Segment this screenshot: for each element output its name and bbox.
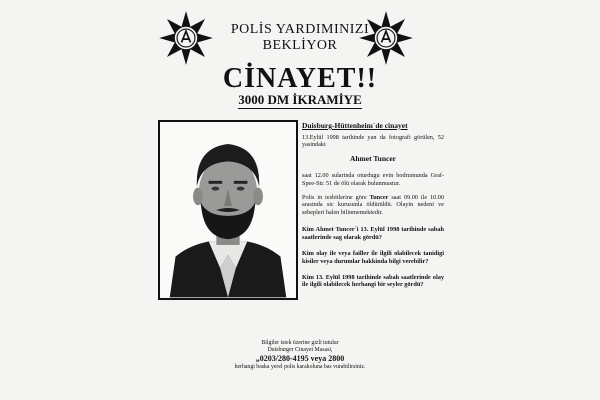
reward-label	[150, 92, 450, 108]
victim-name: Ahmet Tuncer	[349, 153, 397, 163]
poster-header	[215, 22, 385, 54]
police-findings-b: saat 09.00 ile 10.00 arasinda sic kurusunla öldürüldü. Olayin nedeni ve sebepleri halen bilinmemektedir.	[302, 193, 444, 216]
footer-alt-contact: herhangi baska yerel polis karakoluna bas vurabilirsiniz.	[234, 364, 366, 370]
victim-photo	[158, 120, 298, 300]
reward-text: 3000 DM İKRAMİYE	[238, 92, 362, 107]
question-3: Kim 13. Eylül 1998 tarihinde sabah saatlerinde olay ile ilgili olabilecek herhangi bir seyler gördü?	[302, 273, 444, 289]
police-findings-a: Polis in tesbitlerine göre	[302, 193, 370, 201]
police-star-emblem-icon	[158, 10, 214, 66]
footer-confidential: Bilgiler istek üzerine gizli tutulur	[261, 340, 339, 346]
portrait-image	[160, 122, 296, 298]
case-location: Duisburg-Hüttenheim´de cinayet	[302, 121, 408, 130]
footer-dept: Duisburger Cinayet Masasi,	[267, 347, 333, 353]
police-findings-name: Tuncer	[369, 193, 389, 201]
finding-text: saat 12.00 sularinda oturdugu evin bodrumunda Graf-Spee-Str. 51 de ölü olarak bulunmustur.	[302, 172, 444, 187]
question-2: Kim olay ile veya failler ile ilgili olabilecek tanidigi kisiler veya durumlar hakkinda bilgi verebilir?	[302, 249, 444, 265]
footer-phone: „0203/280-4195 veya 2800	[255, 354, 345, 363]
question-1: Kim Ahmet Tuncer´i 13. Eylül 1998 tarihinde sabah saatlerinde sag olarak gördü?	[302, 226, 444, 242]
header-line-1: POLİS YARDIMINIZI	[230, 22, 370, 37]
contact-footer	[200, 340, 400, 371]
police-findings-text	[302, 194, 444, 217]
footer-phone-number: 0203/280-4195 veya 2800	[259, 354, 345, 363]
intro-text: 13.Eylül 1998 tarihinde yan da fotografi görülen, 52 yasindaki	[302, 133, 444, 149]
header-line-2: BEKLİYOR	[262, 38, 338, 53]
headline: CİNAYET!!	[222, 63, 378, 94]
case-details	[302, 122, 444, 297]
